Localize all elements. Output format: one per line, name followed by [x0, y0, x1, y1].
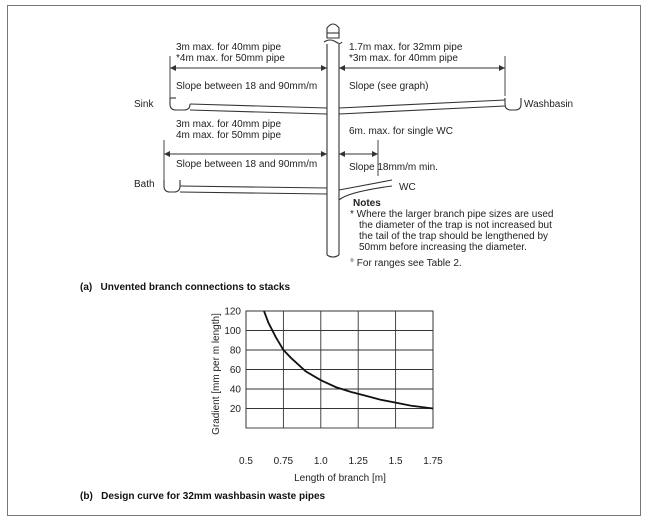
- y-axis-label: Gradient [mm per m length]: [211, 313, 222, 435]
- gradient-curve-series: [264, 311, 433, 409]
- caption-a: (a) Unvented branch connections to stacks: [80, 282, 291, 293]
- x-tick-label: 1.75: [423, 456, 443, 467]
- bath-trap: [164, 180, 180, 192]
- left-upper-line2: *4m max. for 50mm pipe: [176, 53, 285, 64]
- note1-line1: * Where the larger branch pipe sizes are used: [350, 209, 554, 220]
- pipework-diagram: [80, 24, 573, 293]
- left-lower-slope: Slope between 18 and 90mm/m: [176, 159, 318, 170]
- stack-bottom: [327, 255, 339, 257]
- notes-title: Notes: [353, 198, 381, 209]
- note1-line3: the tail of the trap should be lengthened by: [359, 231, 549, 242]
- y-tick-label: 100: [224, 326, 241, 337]
- x-axis-label: Length of branch [m]: [294, 473, 386, 484]
- stack-break: [324, 40, 342, 44]
- bath-branch-top: [180, 186, 327, 188]
- x-ticks: [239, 456, 443, 467]
- wc-branch-top: [339, 180, 392, 190]
- chart-grid: [246, 311, 433, 428]
- note1-line2: the diameter of the trap is not increased but: [359, 220, 552, 231]
- left-upper-slope: Slope between 18 and 90mm/m: [176, 81, 318, 92]
- x-tick-label: 1.25: [348, 456, 368, 467]
- right-upper-line2: *3m max. for 40mm pipe: [349, 53, 458, 64]
- y-ticks: [224, 307, 241, 416]
- left-lower-line1: 3m max. for 40mm pipe: [176, 119, 282, 130]
- note1-line4: 50mm before increasing the diameter.: [359, 242, 527, 253]
- right-upper-slope: Slope (see graph): [349, 81, 429, 92]
- bath-branch-bottom: [180, 192, 327, 194]
- sink-label: Sink: [134, 99, 154, 110]
- bath-label: Bath: [134, 179, 155, 190]
- right-lower-line1: 6m. max. for single WC: [349, 126, 453, 137]
- right-lower-slope: Slope 18mm/m min.: [349, 162, 438, 173]
- washbasin-label: Washbasin: [524, 99, 574, 110]
- y-tick-label: 60: [229, 365, 241, 376]
- wc-label: WC: [399, 182, 416, 193]
- x-tick-label: 1.5: [388, 456, 403, 467]
- sink-branch-bottom: [190, 110, 327, 114]
- x-tick-label: 0.75: [273, 456, 294, 467]
- y-tick-label: 120: [224, 306, 241, 318]
- caption-b: (b) Design curve for 32mm washbasin waste pipes: [80, 491, 326, 502]
- sink-trap: [170, 98, 190, 110]
- y-tick-label: 80: [229, 345, 241, 357]
- sink-branch-top: [190, 104, 327, 108]
- design-curve-chart: [211, 307, 443, 485]
- y-tick-label: 20: [229, 404, 241, 415]
- left-upper-line1: 3m max. for 40mm pipe: [176, 42, 282, 53]
- x-tick-label: 1.0: [313, 456, 328, 467]
- y-tick-label: 40: [229, 384, 241, 396]
- stack-vent-cap: [327, 24, 339, 38]
- x-tick-label: 0.5: [239, 456, 253, 467]
- washbasin-trap: [505, 98, 521, 110]
- left-lower-line2: 4m max. for 50mm pipe: [176, 130, 282, 141]
- right-upper-line1: 1.7m max. for 32mm pipe: [349, 42, 463, 53]
- note2: ° For ranges see Table 2.: [350, 258, 462, 269]
